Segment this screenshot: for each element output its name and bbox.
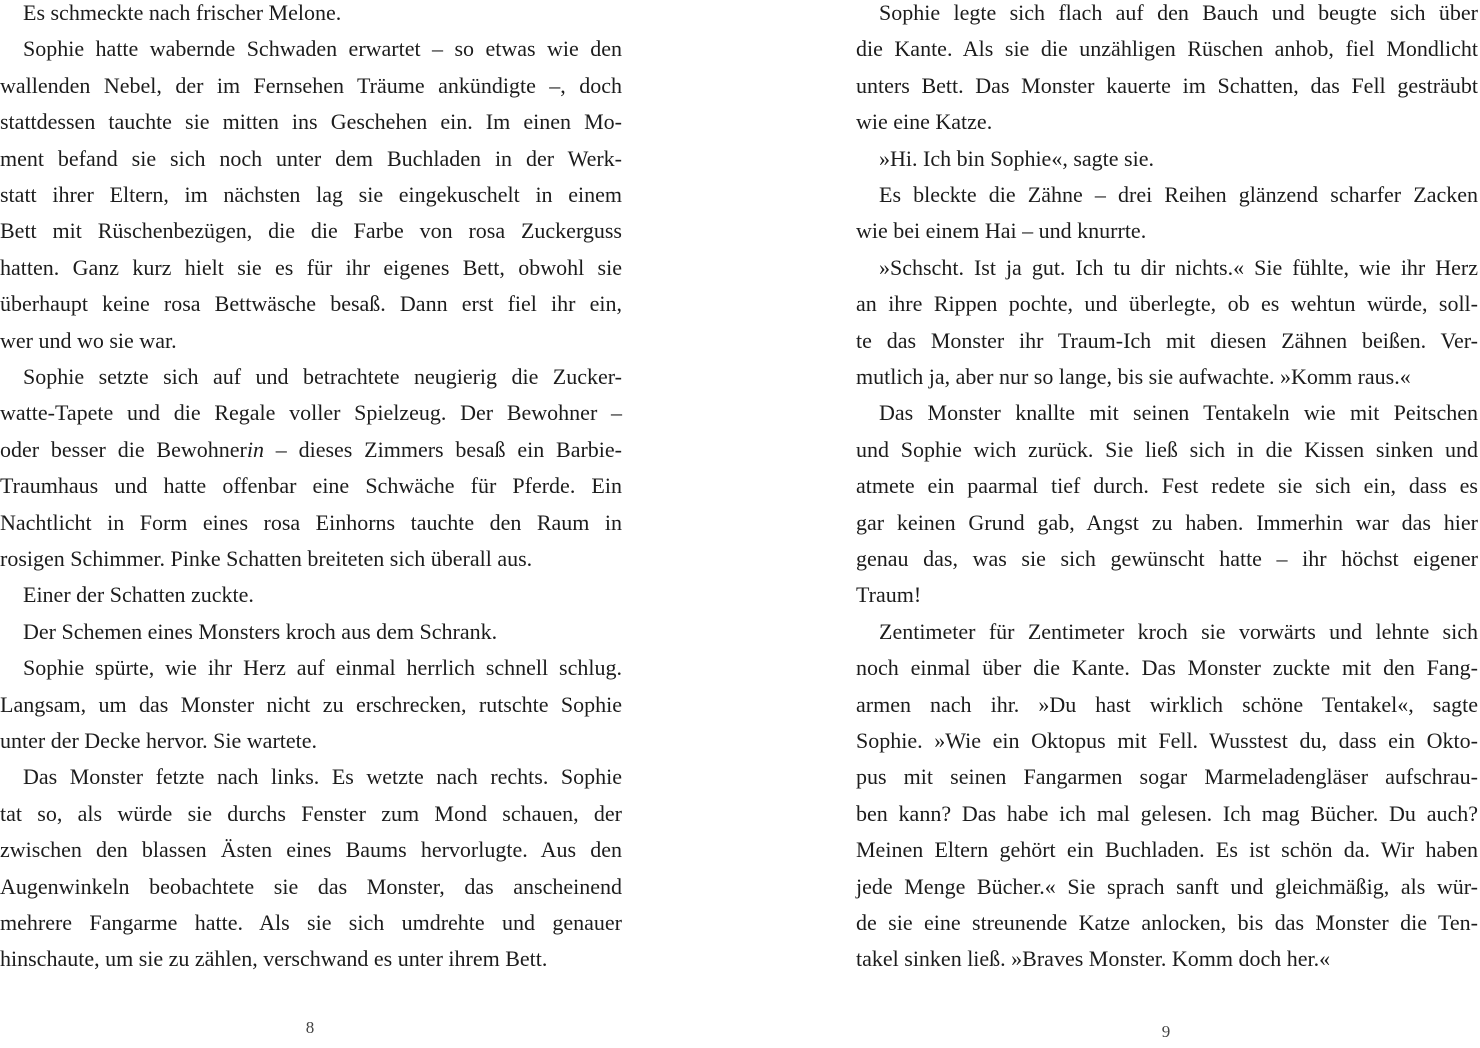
- text-line: te das Monster ihr Traum-Ich mit diesen Zähnen beißen. Ver-: [856, 327, 1478, 353]
- text-line: Es bleckte die Zähne – drei Reihen glänzend scharfer Zacken: [879, 182, 1478, 207]
- text-line: zwischen den blassen Ästen eines Baums hervorlugte. Aus den: [0, 837, 622, 863]
- text-line: takel sinken ließ. »Braves Monster. Komm doch her.«: [856, 946, 1331, 972]
- text-line: überhaupt keine rosa Bettwäsche besaß. Dann erst fiel ihr ein,: [0, 291, 622, 317]
- text-line: stattdessen tauchte sie mitten ins Geschehen ein. Im einen Mo-: [0, 109, 622, 135]
- text-line: unter der Decke hervor. Sie wartete.: [0, 728, 318, 753]
- text-line: pus mit seinen Fangarmen sogar Marmeladengläser aufschrau-: [856, 764, 1478, 790]
- text-line: rosigen Schimmer. Pinke Schatten breiteten sich überall aus.: [0, 546, 533, 571]
- text-line: Augenwinkeln beobachtete sie das Monster, das anscheinend: [0, 873, 622, 899]
- text-line: Nachtlicht in Form eines rosa Einhorns tauchte den Raum in: [0, 509, 622, 535]
- text-line: watte-Tapete und die Regale voller Spielzeug. Der Bewohner –: [0, 400, 622, 426]
- right-page: [856, 0, 1478, 1048]
- text-line: mutlich ja, aber nur so lange, bis sie aufwachte. »Komm raus.«: [856, 364, 1411, 389]
- text-line: Das Monster knallte mit seinen Tentakeln wie mit Peitschen: [879, 400, 1478, 426]
- text-line: hatten. Ganz kurz hielt sie es für ihr eigenes Bett, obwohl sie: [0, 254, 622, 280]
- text-line: Der Schemen eines Monsters kroch aus dem Schrank.: [23, 618, 498, 644]
- text-line: die Kante. Als sie die unzähligen Rüschen anhob, fiel Mondlicht: [856, 36, 1478, 62]
- text-line: ment befand sie sich noch unter dem Buchladen in der Werk-: [0, 145, 622, 171]
- text-line: armen nach ihr. »Du hast wirklich schöne Tentakel«, sagte: [856, 691, 1478, 717]
- text-line: Sophie. »Wie ein Oktopus mit Fell. Wusstest du, dass ein Okto-: [856, 728, 1478, 753]
- page-number-right: 9: [1161, 1022, 1171, 1041]
- text-line: ben kann? Das habe ich mal gelesen. Ich mag Bücher. Du auch?: [856, 800, 1478, 826]
- text-line: Traumhaus und hatte offenbar eine Schwäche für Pferde. Ein: [0, 473, 622, 499]
- page-number-left: 8: [305, 1018, 315, 1037]
- text-line: wer und wo sie war.: [0, 327, 177, 353]
- text-line: mehrere Fangarme hatte. Als sie sich umdrehte und genauer: [0, 910, 622, 935]
- text-line: gar keinen Grund gab, Angst zu haben. Immerhin war das hier: [856, 509, 1478, 535]
- text-line: wallenden Nebel, der im Fernsehen Träume ankündigte –, doch: [0, 72, 622, 98]
- text-line: Sophie legte sich flach auf den Bauch und beugte sich über: [879, 0, 1478, 25]
- text-line: Sophie hatte wabernde Schwaden erwartet – so etwas wie den: [23, 36, 622, 62]
- text-line: wie bei einem Hai – und knurrte.: [856, 218, 1147, 244]
- text-line: statt ihrer Eltern, im nächsten lag sie eingekuschelt in einem: [0, 182, 622, 207]
- text-line: Es schmeckte nach frischer Melone.: [23, 0, 342, 25]
- text-line: de sie eine streunende Katze anlocken, bis das Monster die Ten-: [856, 910, 1478, 935]
- text-line: Meinen Eltern gehört ein Buchladen. Es ist schön da. Wir haben: [856, 837, 1478, 863]
- text-line: »Schscht. Ist ja gut. Ich tu dir nichts.« Sie fühlte, wie ihr Herz: [879, 254, 1478, 280]
- text-line: und Sophie wich zurück. Sie ließ sich in die Kissen sinken und: [856, 436, 1478, 462]
- text-line: wie eine Katze.: [856, 109, 993, 135]
- text-line: unters Bett. Das Monster kauerte im Schatten, das Fell gesträubt: [856, 72, 1478, 98]
- text-line: Einer der Schatten zuckte.: [23, 582, 254, 608]
- text-line: Zentimeter für Zentimeter kroch sie vorwärts und lehnte sich: [879, 618, 1478, 644]
- text-line: Traum!: [856, 582, 922, 608]
- text-line: genau das, was sie sich gewünscht hatte – ihr höchst eigener: [856, 546, 1478, 571]
- text-line: Das Monster fetzte nach links. Es wetzte nach rechts. Sophie: [23, 764, 622, 790]
- text-line: tat so, als würde sie durchs Fenster zum Mond schauen, der: [0, 800, 622, 826]
- left-page: [0, 0, 622, 1048]
- text-line: Sophie spürte, wie ihr Herz auf einmal herrlich schnell schlug.: [23, 655, 622, 681]
- text-line: Langsam, um das Monster nicht zu erschrecken, rutschte Sophie: [0, 691, 622, 717]
- text-line: oder besser die Bewohnerin – dieses Zimmers besaß ein Barbie-: [0, 436, 622, 462]
- text-line: hinschaute, um sie zu zählen, verschwand es unter ihrem Bett.: [0, 946, 548, 972]
- text-line: atmete ein paarmal tief durch. Fest redete sie sich ein, dass es: [856, 473, 1478, 499]
- text-line: jede Menge Bücher.« Sie sprach sanft und gleichmäßig, als wür-: [856, 873, 1478, 899]
- text-line: an ihre Rippen pochte, und überlegte, ob es wehtun würde, soll-: [856, 291, 1478, 317]
- text-line: Sophie setzte sich auf und betrachtete neugierig die Zucker-: [23, 364, 622, 389]
- text-line: noch einmal über die Kante. Das Monster zuckte mit den Fang-: [856, 655, 1478, 681]
- text-line: »Hi. Ich bin Sophie«, sagte sie.: [879, 145, 1154, 171]
- text-line: Bett mit Rüschenbezügen, die die Farbe von rosa Zuckerguss: [0, 218, 622, 244]
